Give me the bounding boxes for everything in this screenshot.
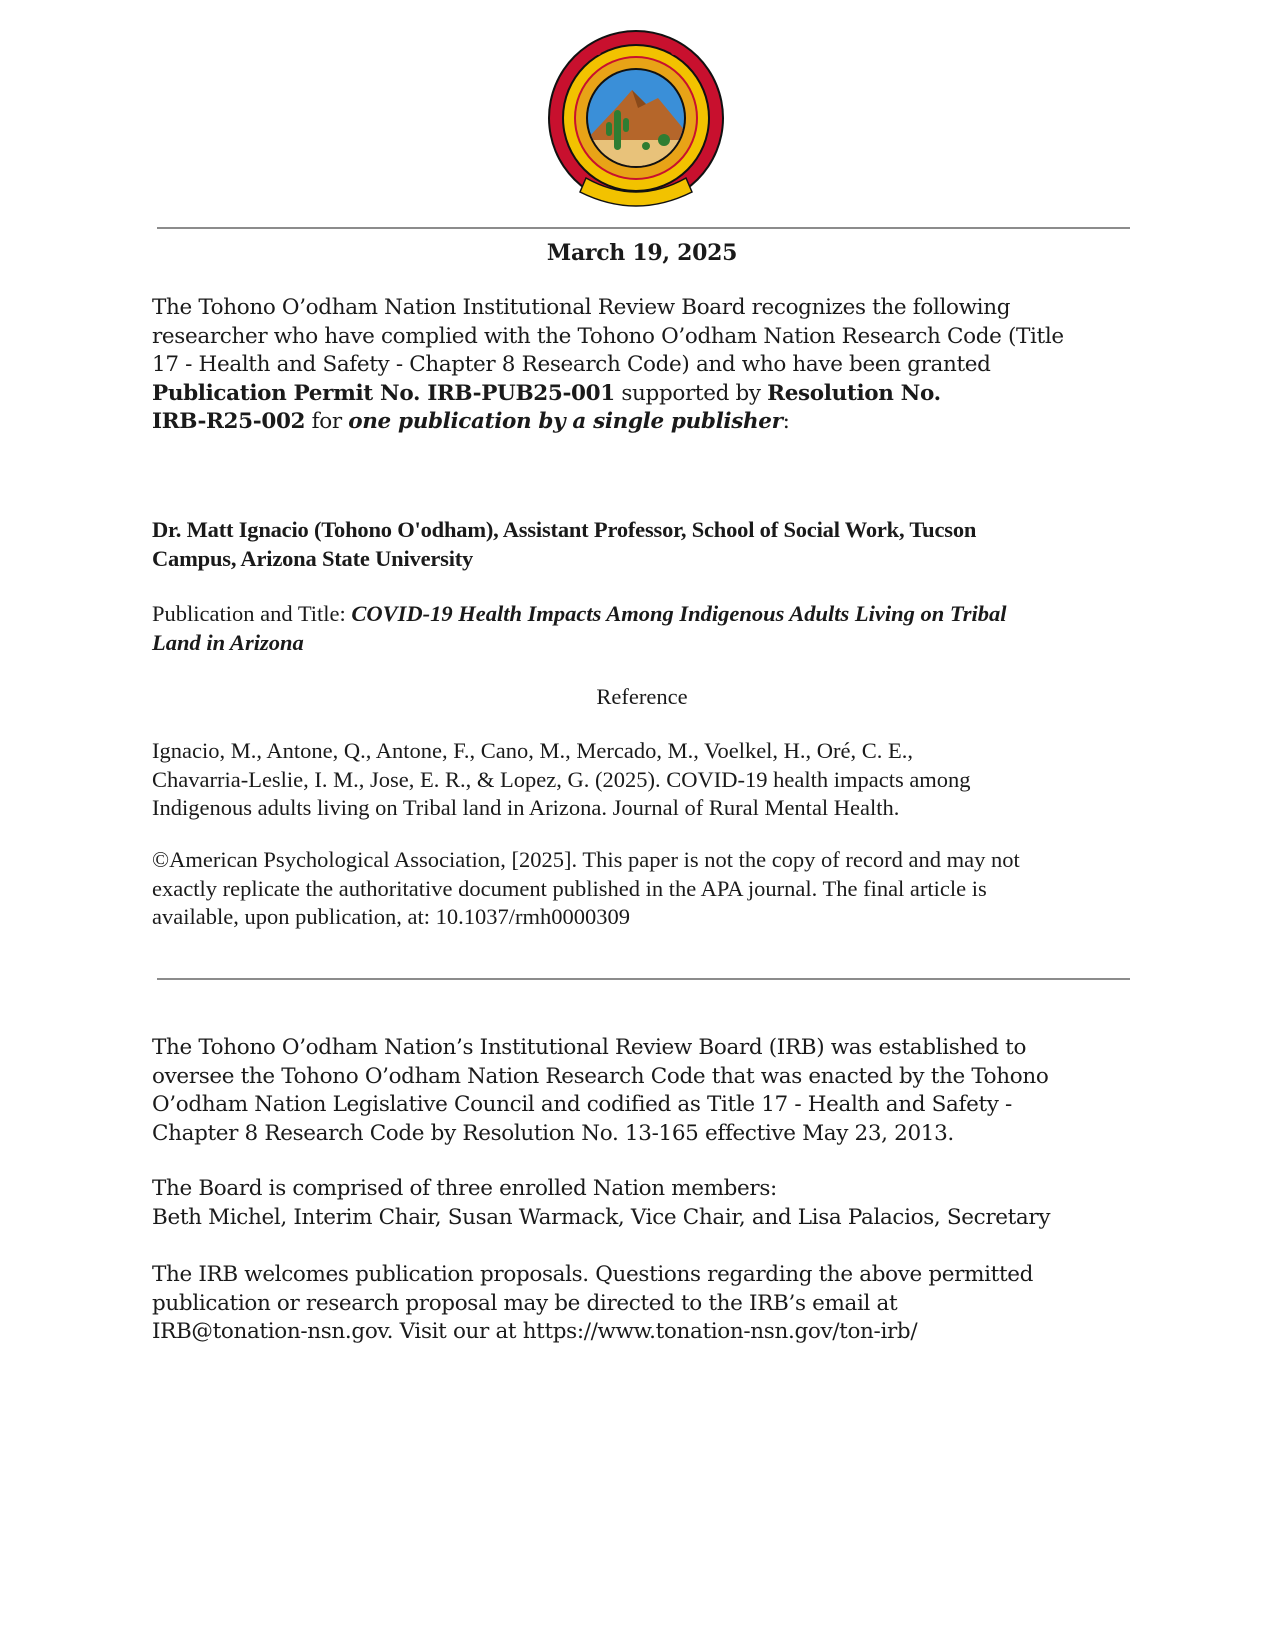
supported-by-text: supported by: [614, 380, 768, 406]
about-line: oversee the Tohono O’odham Nation Research Code that was enacted by the Tohono: [152, 1063, 1049, 1089]
board-line: Beth Michel, Interim Chair, Susan Warmack, Vice Chair, and Lisa Palacios, Secretary: [152, 1204, 1051, 1230]
publication-scope: one publication by a single publisher: [348, 409, 783, 434]
intro-line: [152, 380, 1152, 409]
intro-paragraph: [152, 294, 1152, 437]
publication-title: Land in Arizona: [152, 629, 304, 655]
resolution-label: Resolution No.: [767, 380, 941, 406]
citation-line: Ignacio, M., Antone, Q., Antone, F., Cano, M., Mercado, M., Voelkel, H., Oré, C. E.,: [152, 738, 914, 763]
citation-line: Indigenous adults living on Tribal land in Arizona. Journal of Rural Mental Health.: [152, 795, 900, 820]
letter-date: March 19, 2025: [546, 240, 738, 266]
publication-label: Publication and Title:: [152, 601, 352, 626]
contact-line: publication or research proposal may be directed to the IRB’s email at: [152, 1290, 898, 1316]
publication-line: [152, 600, 1152, 629]
board-line: The Board is comprised of three enrolled Nation members:: [152, 1176, 777, 1201]
copyright-line: available, upon publication, at: 10.1037/rmh0000309: [152, 904, 631, 929]
about-line: The Tohono O’odham Nation’s Institutional Review Board (IRB) was established to: [152, 1035, 1027, 1060]
intro-line: The Tohono O’odham Nation Institutional Review Board recognizes the following: [152, 295, 1011, 320]
permit-number: Publication Permit No. IRB-PUB25-001: [152, 380, 615, 406]
about-line: O’odham Nation Legislative Council and codified as Title 17 - Health and Safety -: [152, 1092, 1012, 1117]
publication-title: COVID-19 Health Impacts Among Indigenous Adults Living on Tribal: [351, 601, 1007, 626]
contact-line: The IRB welcomes publication proposals. Questions regarding the above permitted: [152, 1262, 1034, 1287]
author-block: [152, 516, 1152, 573]
contact-paragraph: [152, 1261, 1152, 1347]
intro-line: researcher who have complied with the Tohono O’odham Nation Research Code (Title: [152, 323, 1064, 349]
for-text: for: [305, 409, 349, 434]
author-line: Campus, Arizona State University: [152, 545, 474, 571]
reference-heading: Reference: [596, 684, 688, 709]
intro-line: [152, 408, 1152, 437]
about-line: Chapter 8 Research Code by Resolution No. 13-165 effective May 23, 2013.: [152, 1120, 954, 1146]
citation-line: Chavarria-Leslie, I. M., Jose, E. R., & Lopez, G. (2025). COVID-19 health impacts among: [152, 766, 971, 792]
board-members-paragraph: [152, 1175, 1152, 1232]
nation-seal-icon: [546, 28, 726, 212]
contact-line: IRB@tonation-nsn.gov. Visit our at https://www.tonation-nsn.gov/ton-irb/: [152, 1319, 918, 1344]
resolution-number: IRB-R25-002: [152, 409, 306, 434]
middle-divider: [157, 978, 1130, 980]
publication-title-block: [152, 600, 1152, 657]
reference-citation: [152, 737, 1152, 823]
copyright-line: ©American Psychological Association, [2025]. This paper is not the copy of record and may not: [152, 847, 1020, 872]
copyright-line: exactly replicate the authoritative document published in the APA journal. The final article is: [152, 875, 987, 901]
author-line: Dr. Matt Ignacio (Tohono O'odham), Assistant Professor, School of Social Work, Tucson: [152, 517, 977, 542]
intro-line: 17 - Health and Safety - Chapter 8 Research Code) and who have been granted: [152, 352, 991, 377]
about-irb-paragraph: [152, 1034, 1152, 1148]
top-divider: [157, 227, 1130, 229]
copyright-notice: [152, 846, 1152, 932]
colon-text: :: [782, 409, 790, 434]
